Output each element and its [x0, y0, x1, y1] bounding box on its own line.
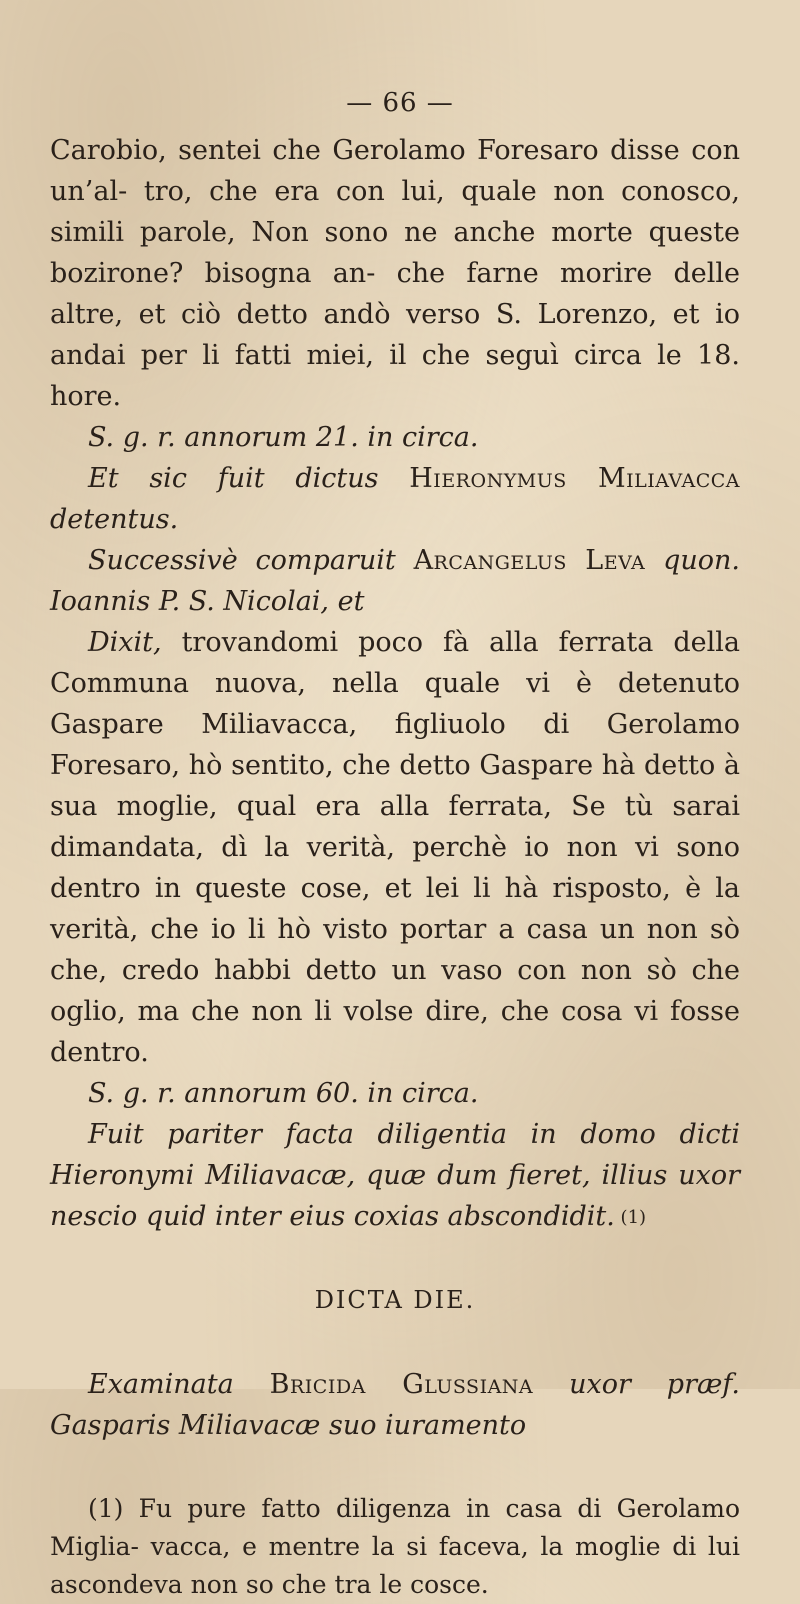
latin-witness-post: quon. Ioannis P. S. Nicolai, et	[50, 545, 740, 617]
testimony-paragraph-2-text: trovandomi poco fà alla ferrata della Communa nuova, nella quale vi è detenuto Gaspare Miliavacca, figliuolo di Gerolamo Foresaro, hò sentito, che detto Gaspare hà detto à sua moglie, qual era alla ferrata, Se tù sarai dimandata, dì la verità, perchè io non vi sono dentro in queste cose, et lei li hà risposto, è la verità, che io li hò visto portar a casa un non sò che, credo habbi detto un vaso con non sò che oglio, ma che non li volse dire, che cosa vi fosse dentro.	[50, 627, 740, 1068]
testimony-paragraph-2	[50, 622, 740, 1073]
latin-examination-line	[50, 1364, 740, 1446]
person-name-bricida: Bricida Glussiana	[269, 1369, 534, 1400]
latin-examination-pre: Examinata	[88, 1369, 270, 1400]
latin-oath-line-2: S. g. r. annorum 60. in circa.	[88, 1078, 479, 1109]
latin-search-text: Fuit pariter facta diligentia in domo dicti Hieronymi Miliavacæ, quæ dum fieret, illius uxor nescio quid inter eius coxias abscondidit.	[50, 1119, 740, 1232]
dixit-lead: Dixit,	[88, 627, 162, 658]
latin-examination-post: uxor præf. Gasparis Miliavacæ suo iuramento	[50, 1369, 740, 1441]
testimony-paragraph-1: Carobio, sentei che Gerolamo Foresaro disse con un’al- tro, che era con lui, quale non conosco, simili parole, Non sono ne anche morte queste bozirone? bisogna an- che farne morire delle altre, et ciò detto andò verso S. Lorenzo, et io andai per li fatti miei, il che seguì circa le 18. hore.	[50, 135, 740, 412]
person-name-hieronymus: Hieronymus Miliavacca	[409, 463, 740, 494]
latin-search-line	[50, 1114, 740, 1238]
latin-detention-line	[50, 458, 740, 540]
latin-detention-post: detentus.	[50, 504, 179, 535]
person-name-arcangelus: Arcangelus Leva	[413, 545, 646, 576]
latin-detention-pre: Et sic fuit dictus	[88, 463, 410, 494]
latin-oath-line-1: S. g. r. annorum 21. in circa.	[88, 422, 479, 453]
section-heading: DICTA DIE.	[314, 1286, 476, 1314]
footnote-ref: (1)	[614, 1207, 647, 1228]
page-number: — 66 —	[346, 88, 454, 118]
latin-witness-pre: Successivè comparuit	[88, 545, 414, 576]
latin-witness-line	[50, 540, 740, 622]
footnote: (1) Fu pure fatto diligenza in casa di Gerolamo Miglia- vacca, e mentre la si faceva, la moglie di lui ascondeva non so che tra le cosce.	[50, 1494, 740, 1599]
